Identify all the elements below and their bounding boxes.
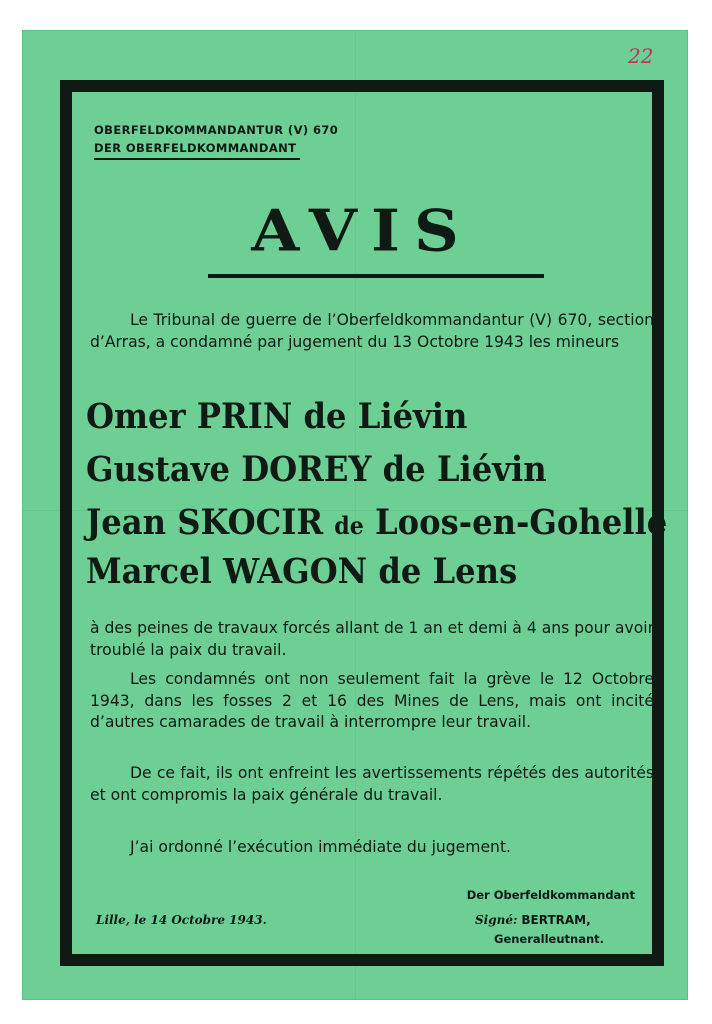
convicted-name-1: Omer PRIN de Liévin bbox=[86, 396, 468, 437]
convicted-name-4: Marcel WAGON de Lens bbox=[86, 551, 518, 592]
poster-frame bbox=[60, 80, 668, 966]
signed-line: Signé: BERTRAM, bbox=[475, 913, 591, 927]
header-commander: DER OBERFELDKOMMANDANT bbox=[94, 141, 297, 155]
intro-paragraph: Le Tribunal de guerre de l’Oberfeldkommandantur (V) 670, section d’Arras, a condamné par jugement du 13 Octobre 1943 les mineurs bbox=[90, 311, 654, 351]
strike-paragraph: Les condamnés ont non seulement fait la grève le 12 Octobre 1943, dans les fosses 2 et 16 des Mines de Lens, mais ont incité d’autres camarades de travail à interrompre leur travail. bbox=[90, 670, 654, 731]
signatory-title: Der Oberfeldkommandant bbox=[466, 888, 635, 902]
poster-title: AVIS bbox=[251, 196, 473, 265]
place-date: Lille, le 14 Octobre 1943. bbox=[96, 913, 267, 927]
header-underline bbox=[94, 158, 300, 160]
header-command: OBERFELDKOMMANDANTUR (V) 670 bbox=[94, 123, 339, 137]
convicted-name-3: Jean SKOCIR de Loos-en-Gohelle bbox=[86, 502, 668, 543]
execution-order: J’ai ordonné l’exécution immédiate du jugement. bbox=[130, 838, 512, 856]
convicted-name-2: Gustave DOREY de Liévin bbox=[86, 449, 547, 490]
warning-paragraph: De ce fait, ils ont enfreint les avertissements répétés des autorités et ont compromis la paix générale du travail. bbox=[90, 764, 654, 804]
title-underline bbox=[208, 274, 544, 278]
signatory-rank: Generalleutnant. bbox=[494, 932, 605, 946]
sentence-paragraph: à des peines de travaux forcés allant de 1 an et demi à 4 ans pour avoir troublé la paix du travail. bbox=[90, 619, 654, 659]
pencil-annotation: 22 bbox=[628, 44, 654, 68]
